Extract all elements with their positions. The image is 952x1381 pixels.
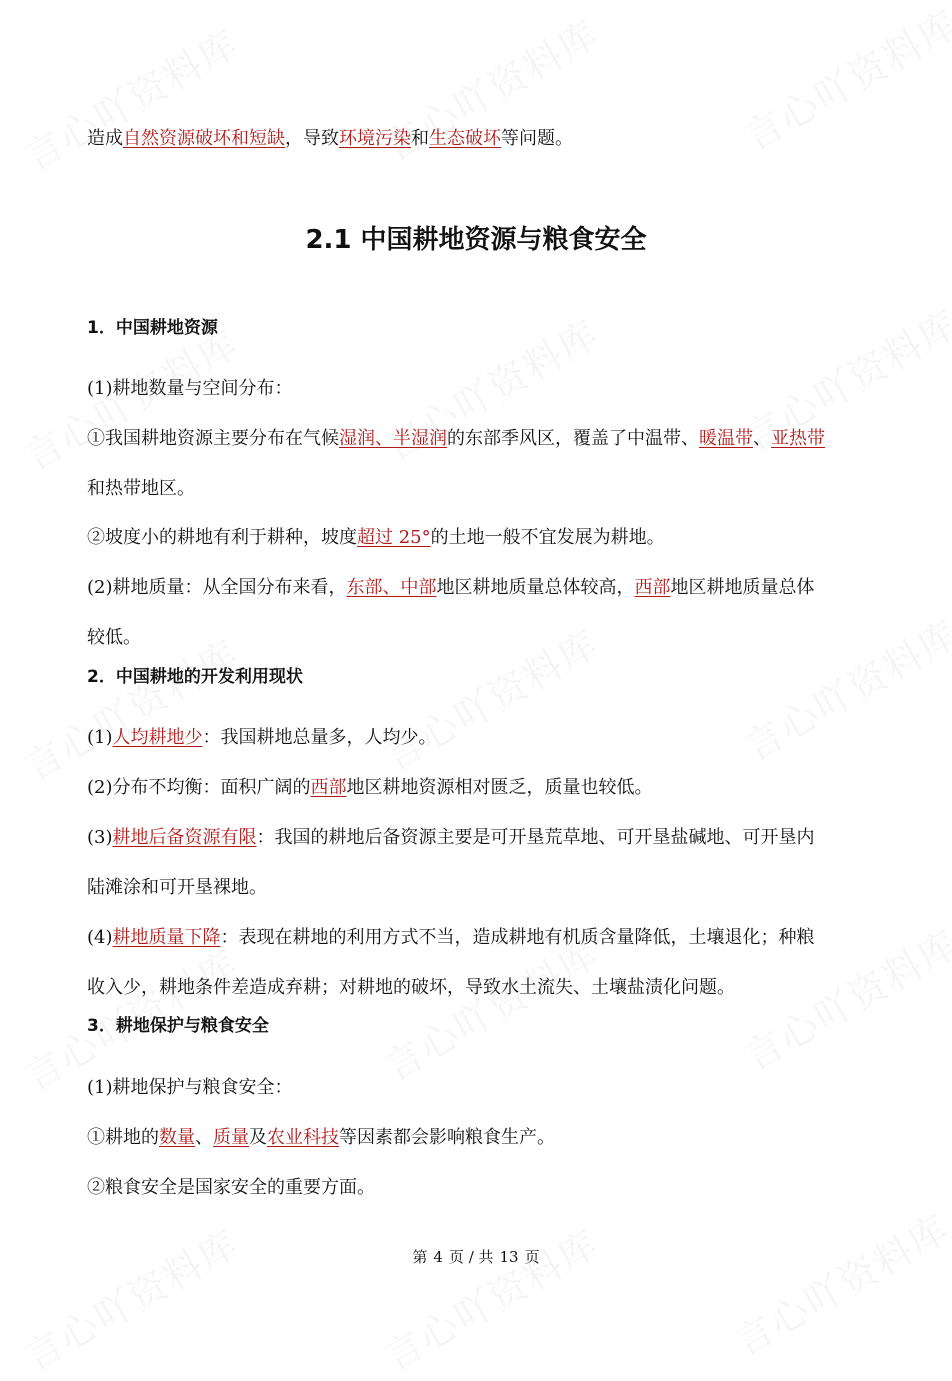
key-term: 西部 [310,777,347,798]
key-term: 西部 [634,577,671,598]
paragraph [87,926,815,950]
text: ①我国耕地资源主要分布在气候 [87,428,339,449]
key-term: 农业科技 [267,1127,339,1148]
intro-paragraph [87,127,573,151]
text: 造成 [87,128,123,149]
page-number: 4 [433,1248,443,1266]
watermark [732,604,952,772]
paragraph: 陆滩涂和可开垦裸地。 [87,877,267,898]
watermark [372,614,607,782]
paragraph [87,1126,555,1150]
watermark [372,1214,607,1381]
text: 及 [249,1127,267,1148]
footer-text: 页 [524,1248,540,1266]
text: 地区耕地资源相对匮乏，质量也较低。 [346,777,653,798]
text: 地区耕地质量总体 [670,577,815,598]
paragraph: (1)耕地数量与空间分布： [87,378,293,399]
footer-text: 第 [412,1248,428,1266]
text: 、 [753,428,771,449]
key-term: 数量 [159,1127,195,1148]
key-term: 超过 25° [357,527,431,548]
paragraph: 收入少，耕地条件差造成弃耕；对耕地的破坏，导致水土流失、土壤盐渍化问题。 [87,977,735,998]
paragraph [87,526,665,550]
key-term: 耕地后备资源有限 [112,827,257,848]
paragraph: ②粮食安全是国家安全的重要方面。 [87,1177,375,1198]
paragraph [87,826,815,850]
heading-1: 1．中国耕地资源 [87,318,218,338]
paragraph [87,576,815,600]
paragraph: (1)耕地保护与粮食安全： [87,1077,293,1098]
text: ：我国的耕地后备资源主要是可开垦荒草地、可开垦盐碱地、可开垦内 [256,827,815,848]
paragraph [87,427,825,451]
text: 的土地一般不宜发展为耕地。 [430,527,665,548]
watermark [12,1214,247,1381]
text: ①耕地的 [87,1127,159,1148]
key-term: 自然资源破坏和短缺 [123,128,285,149]
key-term: 亚热带 [771,428,825,449]
section-title: 2.1 中国耕地资源与粮食安全 [305,225,647,255]
paragraph [87,776,653,800]
watermark [12,14,247,182]
key-term: 湿润、半湿润 [339,428,447,449]
text: (2)耕地质量：从全国分布来看， [87,577,347,598]
watermark [732,0,952,161]
text: (1) [87,727,113,748]
text: 地区耕地质量总体较高， [436,577,635,598]
key-term: 耕地质量下降 [112,927,221,948]
page-total: 13 [499,1248,519,1266]
heading-2: 2．中国耕地的开发利用现状 [87,667,303,687]
text: ：我国耕地总量多，人均少。 [202,727,437,748]
key-term: 暖温带 [699,428,753,449]
page-footer [0,1246,952,1267]
text: 的东部季风区，覆盖了中温带、 [447,428,699,449]
footer-text: 页 / 共 [448,1248,494,1266]
text: (4) [87,927,113,948]
text: 和 [411,128,429,149]
text: 、 [195,1127,213,1148]
text: 等问题。 [501,128,573,149]
key-term: 人均耕地少 [112,727,203,748]
key-term: 质量 [213,1127,249,1148]
text: ，导致 [285,128,339,149]
watermark [722,1199,952,1367]
text: ：表现在耕地的利用方式不当，造成耕地有机质含量降低，土壤退化；种粮 [220,927,815,948]
heading-3: 3．耕地保护与粮食安全 [87,1016,269,1036]
text: (2)分布不均衡：面积广阔的 [87,777,311,798]
text: 等因素都会影响粮食生产。 [339,1127,555,1148]
text: ②坡度小的耕地有利于耕种，坡度 [87,527,357,548]
key-term: 环境污染 [339,128,411,149]
paragraph: 较低。 [87,627,141,648]
paragraph: 和热带地区。 [87,478,195,499]
key-term: 东部、中部 [346,577,437,598]
text: (3) [87,827,113,848]
paragraph [87,726,437,750]
key-term: 生态破坏 [429,128,501,149]
